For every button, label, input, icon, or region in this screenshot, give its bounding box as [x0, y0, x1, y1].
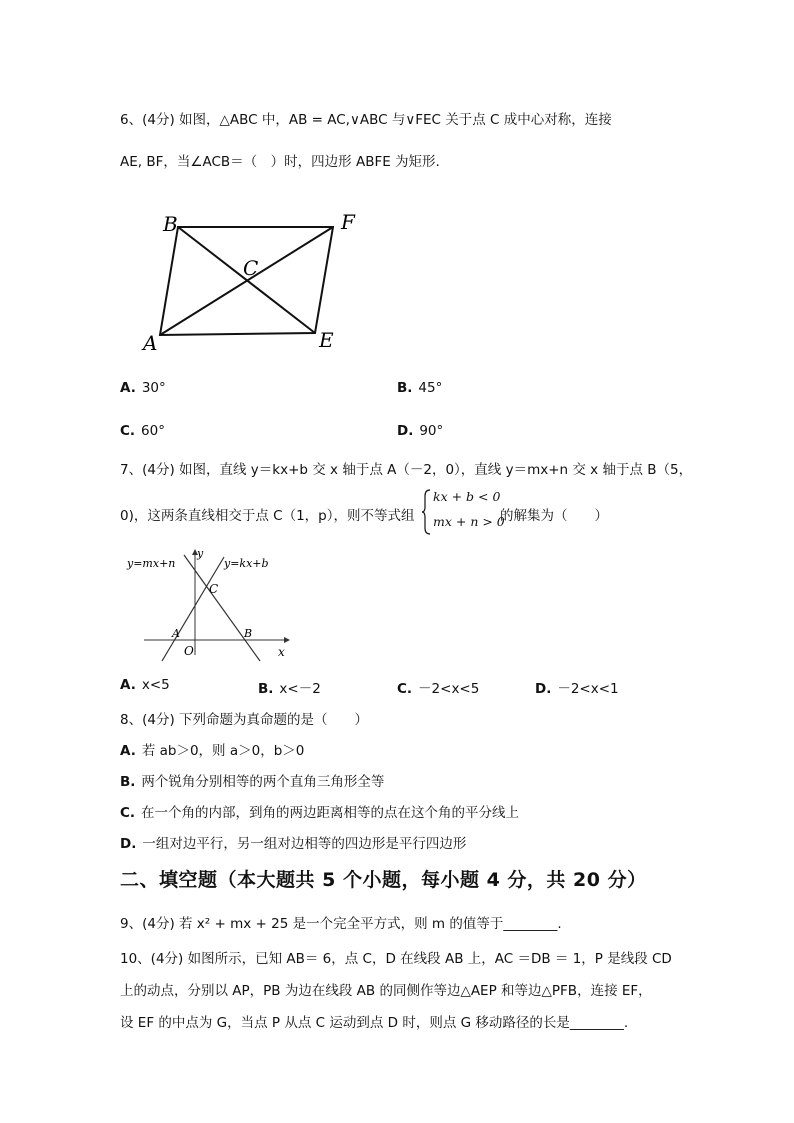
q7-option-d: D. －2<x<1 [535, 681, 619, 697]
q8-option-d: D. 一组对边平行，另一组对边相等的四边形是平行四边形 [120, 836, 467, 852]
q7-label-y: y [197, 547, 204, 560]
q8-option-b: B. 两个锐角分别相等的两个直角三角形全等 [120, 774, 385, 790]
q8-stem: 8、(4分) 下列命题为真命题的是（ ） [120, 712, 369, 728]
q6-stem-line1: 6、(4分) 如图，△ABC 中，AB = AC,∨ABC 与∨FEC 关于点 C 成中心对称，连接 [120, 112, 612, 128]
q7-system-brace [421, 488, 431, 536]
q8-option-a: A. 若 ab＞0，则 a＞0，b＞0 [120, 743, 305, 759]
q7-label-x: x [278, 645, 285, 659]
q7-label-B: B [244, 627, 253, 640]
q6-option-d: D. 90° [397, 423, 444, 439]
q6-label-C: C [243, 256, 259, 280]
q6-label-B: B [163, 212, 178, 236]
q10-stem-line2: 上的动点，分别以 AP，PB 为边在线段 AB 的同侧作等边△AEP 和等边△PFB，连接 EF， [120, 983, 652, 999]
q6-stem-line2: AE, BF，当∠ACB＝（ ）时，四边形 ABFE 为矩形. [120, 154, 440, 170]
q7-stem-line2-pre: 0)，这两条直线相交于点 C（1，p），则不等式组 [120, 508, 415, 524]
q7-option-a: A. x<5 [120, 677, 170, 693]
q6-label-F: F [341, 210, 355, 234]
q9-stem: 9、(4分) 若 x² + mx + 25 是一个完全平方式，则 m 的值等于________. [120, 916, 562, 932]
q6-option-c: C. 60° [120, 423, 165, 439]
q7-system-top: kx + b < 0 [433, 489, 501, 504]
q6-label-A: A [143, 331, 158, 355]
q7-system-bottom: mx + n > 0 [433, 514, 505, 529]
q7-label-C: C [209, 582, 219, 596]
q8-option-c: C. 在一个角的内部，到角的两边距离相等的点在这个角的平分线上 [120, 805, 520, 821]
q10-stem-line3: 设 EF 的中点为 G，当点 P 从点 C 运动到点 D 时，则点 G 移动路径的长是________. [120, 1015, 629, 1031]
q7-label-line-kxb: y=kx+b [224, 557, 269, 570]
q7-option-c: C. －2<x<5 [397, 681, 480, 697]
q6-option-a: A. 30° [120, 380, 166, 396]
q7-label-O: O [184, 644, 194, 658]
section2-heading: 二、填空题（本大题共 5 个小题，每小题 4 分，共 20 分） [120, 869, 647, 891]
q7-option-b: B. x<－2 [258, 681, 321, 697]
q7-figure-lines [122, 545, 302, 665]
q10-stem-line1: 10、(4分) 如图所示，已知 AB＝ 6，点 C，D 在线段 AB 上，AC ＝DB ＝ 1，P 是线段 CD [120, 951, 672, 967]
q6-option-b: B. 45° [397, 380, 443, 396]
q6-figure-parallelogram [135, 205, 375, 365]
q7-label-line-mxn: y=mx+n [127, 557, 176, 570]
q7-stem-line1: 7、(4分) 如图，直线 y＝kx+b 交 x 轴于点 A（－2，0），直线 y＝mx+n 交 x 轴于点 B（5， [120, 462, 693, 478]
q7-stem-line2-post: 的解集为（ ） [500, 508, 608, 524]
q7-label-A: A [172, 627, 180, 640]
q6-label-E: E [319, 328, 334, 352]
